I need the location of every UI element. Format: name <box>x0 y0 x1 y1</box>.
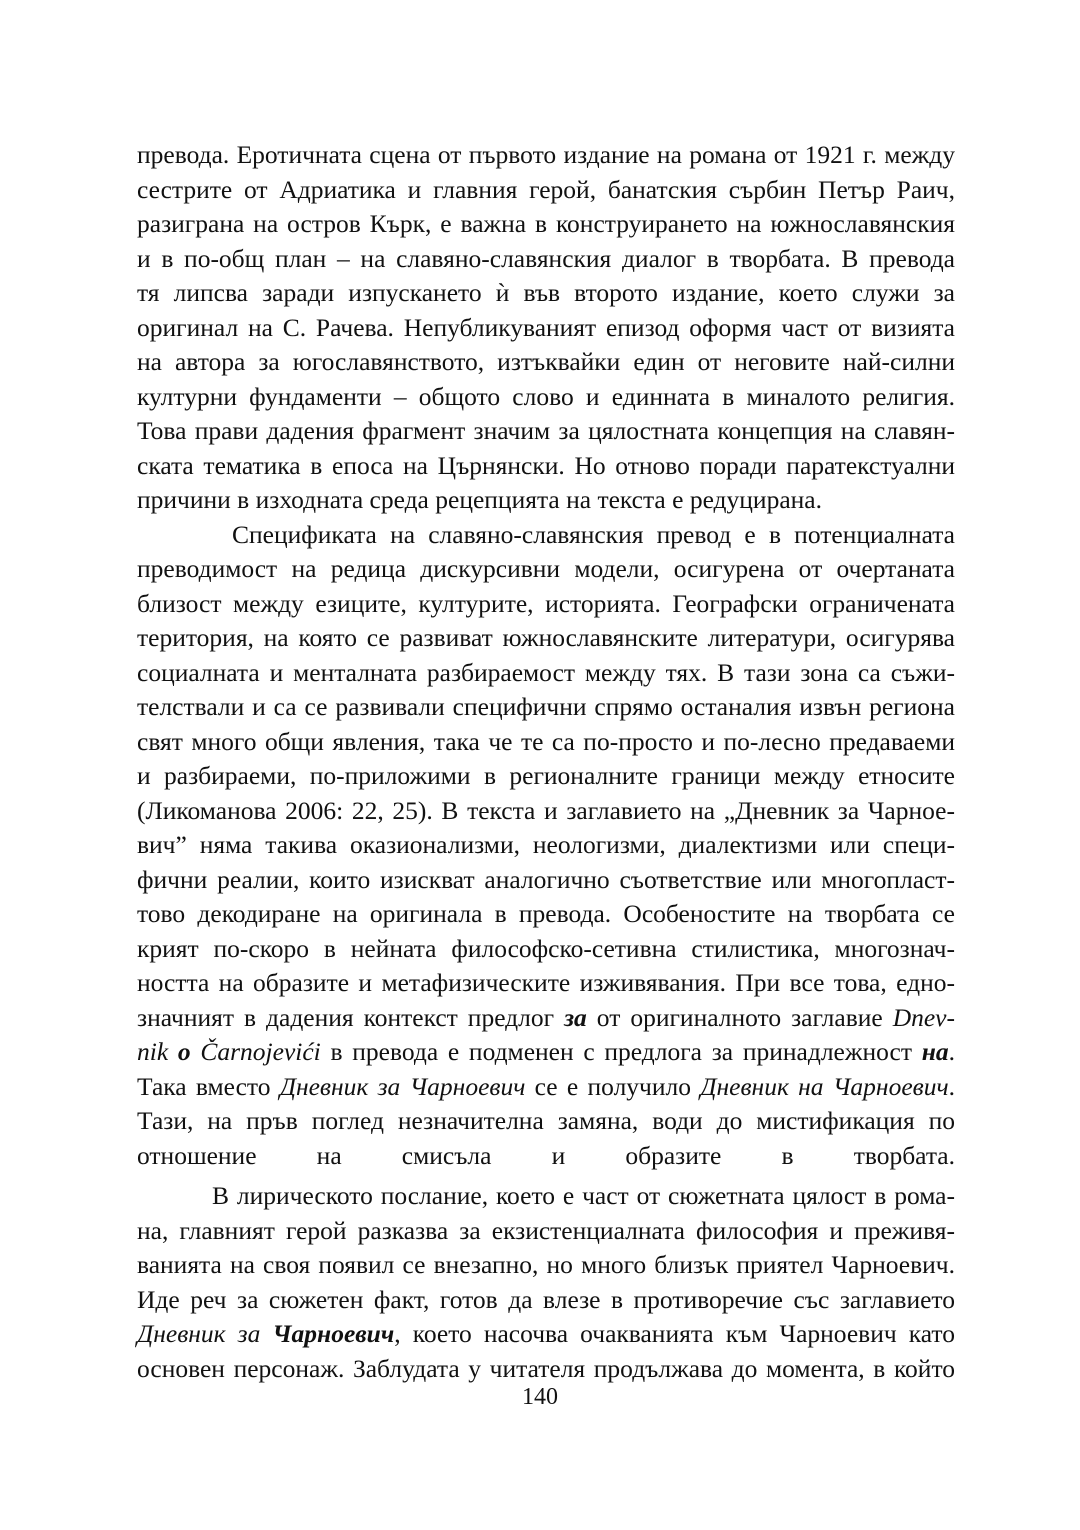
text-segment: Това прави дадения фрагмент значим за цялостната концепция на славян- <box>137 416 955 445</box>
text-segment: културни фундаменти – общото слово и единната в миналото религия. <box>137 381 955 411</box>
text-segment: телствали и са се развивали специфични спрямо останалия извън региона <box>137 692 955 721</box>
text-segment: от оригиналното заглавие <box>586 1002 893 1032</box>
emphasized-text: за <box>564 1002 587 1032</box>
text-line <box>137 345 955 380</box>
text-line <box>137 1214 955 1249</box>
text-line <box>137 518 955 553</box>
text-line <box>137 897 955 932</box>
text-segment: социалната и менталната разбираемост между тях. В тази зона са съжи- <box>137 657 955 687</box>
page-body <box>137 138 955 1386</box>
text-segment: (Ликоманова 2006: 22, 25). В текста и заглавието на „Дневник за Чарное- <box>137 795 955 825</box>
text-segment: , което насочва очакванията към Чарноевич като <box>394 1319 955 1348</box>
text-line <box>137 311 955 346</box>
text-segment: тово декодиране на оригинала в превода. Особеностите на творбата се <box>137 899 955 928</box>
text-segment: свят много общи явления, така че те са по-просто и по-лесно предаваеми <box>137 726 955 756</box>
emphasized-text: Дневник за <box>137 1319 273 1348</box>
text-segment: преводимост на редица дискурсивни модели, осигурена от очертаната <box>137 554 955 583</box>
text-line <box>137 1317 955 1352</box>
text-line <box>137 380 955 415</box>
emphasized-text: o <box>177 1037 191 1066</box>
text-segment: в превода е подменен с предлога за принадлежност <box>320 1037 922 1066</box>
emphasized-text: Чарноевич <box>272 1319 395 1348</box>
text-segment: причини в изходната среда рецепцията на текста е редуцирана. <box>137 485 822 514</box>
text-segment: и в по-общ план – на славяно-славянския диалог в творбата. В превода <box>137 243 955 273</box>
text-segment: ската тематика в епоса на Църнянски. Но отново поради паратекстуални <box>137 450 955 480</box>
text-segment: Спецификата на славяно-славянския превод е в потенциалната <box>232 519 955 549</box>
page-number: 140 <box>522 1384 558 1410</box>
text-line <box>137 794 955 829</box>
text-segment: вич” няма такива оказионализми, неологизми, диалектизми или специ- <box>137 830 955 859</box>
text-segment: В лирическото послание, което е част от сюжетната цялост в рома- <box>212 1181 955 1210</box>
text-line <box>137 1001 955 1036</box>
text-segment: . <box>948 1037 956 1066</box>
text-line <box>137 1070 955 1105</box>
text-segment: ванията на своя появил се внезапно, но много близък приятел Чарноевич. <box>137 1250 955 1279</box>
text-segment: отношение на смисъла и образите в творбата. <box>137 1140 955 1170</box>
text-segment: основен персонаж. Заблудата у читателя продължава до момента, в който <box>137 1353 955 1383</box>
emphasized-text: на <box>921 1037 949 1066</box>
text-segment: фични реалии, които изискват аналогично съответствие или многопласт- <box>137 864 955 894</box>
text-line <box>137 621 955 656</box>
text-line <box>137 690 955 725</box>
emphasized-text: nik <box>137 1037 178 1066</box>
text-segment: ността на образите и метафизическите изживявания. При все това, едно- <box>137 968 955 997</box>
text-segment: на автора за югославянството, изтъквайки един от неговите най-силни <box>137 347 955 376</box>
text-line <box>137 1352 955 1387</box>
text-line <box>137 1104 955 1139</box>
text-segment: тя липсва заради изпускането ѝ във второто издание, което служи за <box>137 278 955 307</box>
text-line <box>137 1248 955 1283</box>
text-segment: и разбираеми, по-приложими в регионалните граници между етносите <box>137 761 955 790</box>
text-line <box>137 828 955 863</box>
paragraph <box>137 138 955 518</box>
text-segment: разиграна на остров Кърк, е важна в конструирането на южнославянския <box>137 209 955 238</box>
text-segment: крият по-скоро в нейната философско-сетивна стилистика, многознач- <box>137 933 955 963</box>
emphasized-text: Дневник за Чарноевич <box>279 1071 526 1101</box>
text-line <box>137 207 955 242</box>
text-line <box>137 966 955 1001</box>
text-line <box>137 552 955 587</box>
text-line <box>137 656 955 691</box>
text-line <box>137 414 955 449</box>
text-segment: значният в дадения контекст предлог <box>137 1002 565 1032</box>
text-segment: територия, на която се развиват южнославянските литератури, осигурява <box>137 623 955 652</box>
text-segment: се е получило <box>525 1071 701 1101</box>
text-line <box>137 1035 955 1070</box>
text-line <box>137 449 955 484</box>
paragraph <box>137 518 955 1174</box>
text-container <box>137 138 955 1386</box>
text-line <box>137 276 955 311</box>
emphasized-text: Dnev- <box>892 1002 955 1032</box>
text-line <box>137 1139 955 1174</box>
emphasized-text: Дневник на Чарноевич <box>700 1071 949 1101</box>
text-line <box>137 483 955 518</box>
text-line <box>137 863 955 898</box>
text-segment: Иде реч за сюжетен факт, готов да влезе в противоречие със заглавието <box>137 1284 955 1314</box>
text-segment: сестрите от Адриатика и главния герой, банатския сърбин Петър Раич, <box>137 174 955 204</box>
text-line <box>137 1283 955 1318</box>
text-segment: оригинал на С. Рачева. Непубликуваният епизод оформя част от визията <box>137 312 955 342</box>
emphasized-text: Čarnojevići <box>190 1037 321 1066</box>
text-line <box>137 173 955 208</box>
text-segment: Тази, на пръв поглед незначителна замяна, води до мистификация по <box>137 1106 955 1135</box>
text-line <box>137 759 955 794</box>
text-segment: превода. Еротичната сцена от първото издание на романа от 1921 г. между <box>137 140 955 169</box>
text-segment: на, главният герой разказва за екзистенциалната философия и преживя- <box>137 1215 955 1245</box>
text-segment: Така вместо <box>137 1071 280 1101</box>
text-segment: . <box>948 1071 955 1101</box>
text-line <box>137 1179 955 1214</box>
paragraph <box>137 1179 955 1386</box>
text-line <box>137 138 955 173</box>
text-line <box>137 242 955 277</box>
text-segment: близост между езиците, културите, историята. Географски ограничената <box>137 588 955 618</box>
text-line <box>137 932 955 967</box>
text-line <box>137 587 955 622</box>
text-line <box>137 725 955 760</box>
